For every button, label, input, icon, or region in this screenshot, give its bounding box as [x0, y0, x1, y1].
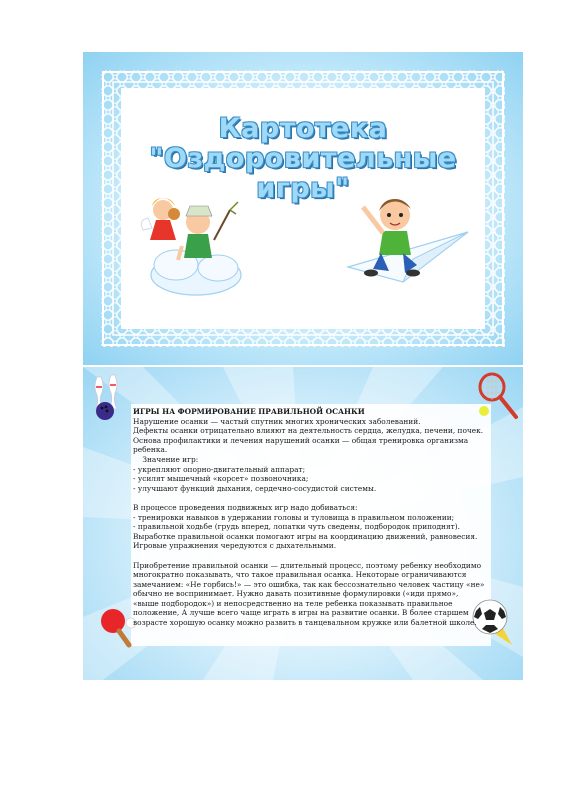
- bowling-icon: [83, 373, 128, 421]
- games-heading: ИГРЫ НА ФОРМИРОВАНИЕ ПРАВИЛЬНОЙ ОСАНКИ: [133, 407, 365, 416]
- text-line: - укрепляют опорно-двигательный аппарат;: [133, 464, 306, 474]
- text-line: - усилят мышечный «корсет» позвоночника;: [133, 474, 309, 484]
- spacer: [133, 551, 493, 561]
- text-line: ребенка.: [133, 445, 168, 455]
- text-line: Приобретение правильной осанки — длительный процесс, поэтому ребенку необходимо: [133, 560, 482, 570]
- cover-card: [83, 52, 523, 365]
- text-line: Значение игр:: [133, 454, 199, 464]
- text-line: положение, А лучше всего чаще играть в игры на развитие осанки. В более старшем: [133, 608, 469, 618]
- text-line: Основа профилактики и лечения нарушений осанки — общая тренировка организма: [133, 435, 469, 445]
- games-text: [133, 407, 493, 628]
- text-line: Дефекты осанки отрицательно влияют на деятельность сердца, желудка, печени, почек.: [133, 426, 484, 436]
- cover-title-line-2: "Оздоровительные: [149, 143, 457, 174]
- boy-on-paper-plane-illustration: [343, 187, 473, 297]
- text-line: - тренировки навыков в удержании головы и туловища в правильном положении;: [133, 512, 455, 522]
- text-line: Нарушение осанки — частый спутник многих хронических заболеваний.: [133, 416, 421, 426]
- text-line: Выработке правильной осанки помогают игры на координацию движений, равновесия.: [133, 531, 478, 541]
- cover-title-line-3: игры": [256, 173, 350, 204]
- girl-with-cat-illustration: [138, 180, 253, 300]
- games-card: [83, 367, 523, 680]
- text-line: В процессе проведения подвижных игр надо добиваться:: [133, 502, 358, 512]
- text-line: - улучшают функций дыхания, сердечно-сосудистой системы.: [133, 483, 377, 493]
- text-line: многократно показывать, что такое правильная осанка. Некоторые ограничиваются: [133, 570, 467, 580]
- text-line: Игровые упражнения чередуются с дыхательными.: [133, 541, 337, 551]
- text-line: «выше подбородок») и непосредственно на теле ребенка показывать правильное: [133, 598, 453, 608]
- text-line: замечанием: «Не горбись!» — это ошибка, так как бессознательно человек частицу «не»: [133, 579, 485, 589]
- cover-title-line-1: Картотека: [218, 113, 388, 144]
- text-line: - правильной ходьбе (грудь вперед, лопатки чуть сведены, подбородок приподнят).: [133, 522, 460, 532]
- text-line: обычно не воспринимает. Нужно давать позитивные формулировки («иди прямо»,: [133, 589, 459, 599]
- spacer: [133, 493, 493, 503]
- text-line: возрасте хорошую осанку можно развить в танцевальном кружке или балетной школе.: [133, 618, 477, 628]
